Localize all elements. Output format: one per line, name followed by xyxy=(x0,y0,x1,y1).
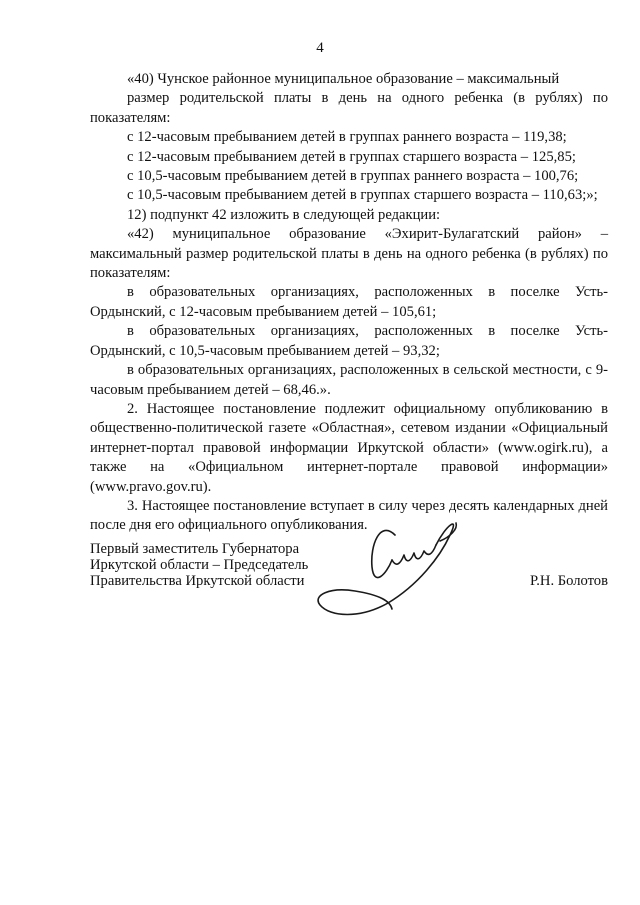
paragraph-40-item-3: с 10,5-часовым пребыванием детей в группах раннего возраста – 100,76; xyxy=(127,168,579,185)
signatory-position-line-1: Первый заместитель Губернатора xyxy=(90,541,300,557)
paragraph-42-item-3: в образовательных организациях, расположенных в сельской местности, с 9-часовым пребыванием детей – 68,46.». xyxy=(90,362,608,398)
handwritten-signature xyxy=(300,505,470,625)
signatory-position xyxy=(90,541,308,589)
signatory-position-line-2: Иркутской области – Председатель xyxy=(90,557,309,573)
signatory-name: Р.Н. Болотов xyxy=(529,573,608,589)
paragraph-42-heading: «42) муниципальное образование «Эхирит-Булагатский район» – максимальный размер родительской платы в день на одного ребенка (в рублях) по показателям: xyxy=(90,226,608,282)
paragraph-42-item-2: в образовательных организациях, расположенных в поселке Усть-Ордынский, с 10,5-часовым пребыванием детей – 93,32; xyxy=(90,323,608,359)
page-number: 4 xyxy=(316,40,324,56)
paragraph-40-item-4: с 10,5-часовым пребыванием детей в группах старшего возраста – 110,63;»; xyxy=(127,187,598,204)
signatory-position-line-3: Правительства Иркутской области xyxy=(90,573,305,589)
paragraph-12-amendment: 12) подпункт 42 изложить в следующей редакции: xyxy=(127,206,441,223)
paragraph-40-item-1: с 12-часовым пребыванием детей в группах раннего возраста – 119,38; xyxy=(127,129,567,146)
paragraph-40-heading: «40) Чунское районное муниципальное образование – максимальный xyxy=(127,71,560,87)
paragraph-40-continuation: размер родительской платы в день на одного ребенка (в рублях) по показателям: xyxy=(90,90,608,126)
document-body xyxy=(90,70,608,536)
paragraph-effective-date: 3. Настоящее постановление вступает в силу через десять календарных дней после дня его официального опубликования. xyxy=(90,497,608,534)
paragraph-42-item-1: в образовательных организациях, расположенных в поселке Усть-Ордынский, с 12-часовым пребыванием детей – 105,61; xyxy=(90,284,608,320)
paragraph-publication: 2. Настоящее постановление подлежит официальному опубликованию в общественно-политической газете «Областная», сетевом издании «Официальный интернет-портал правовой информации Иркутской области» (www.ogirk.ru), а также на «Официальном интернет-портале правовой информации» (www.pravo.gov.ru). xyxy=(90,400,608,495)
paragraph-40-item-2: с 12-часовым пребыванием детей в группах старшего возраста – 125,85; xyxy=(127,148,576,165)
